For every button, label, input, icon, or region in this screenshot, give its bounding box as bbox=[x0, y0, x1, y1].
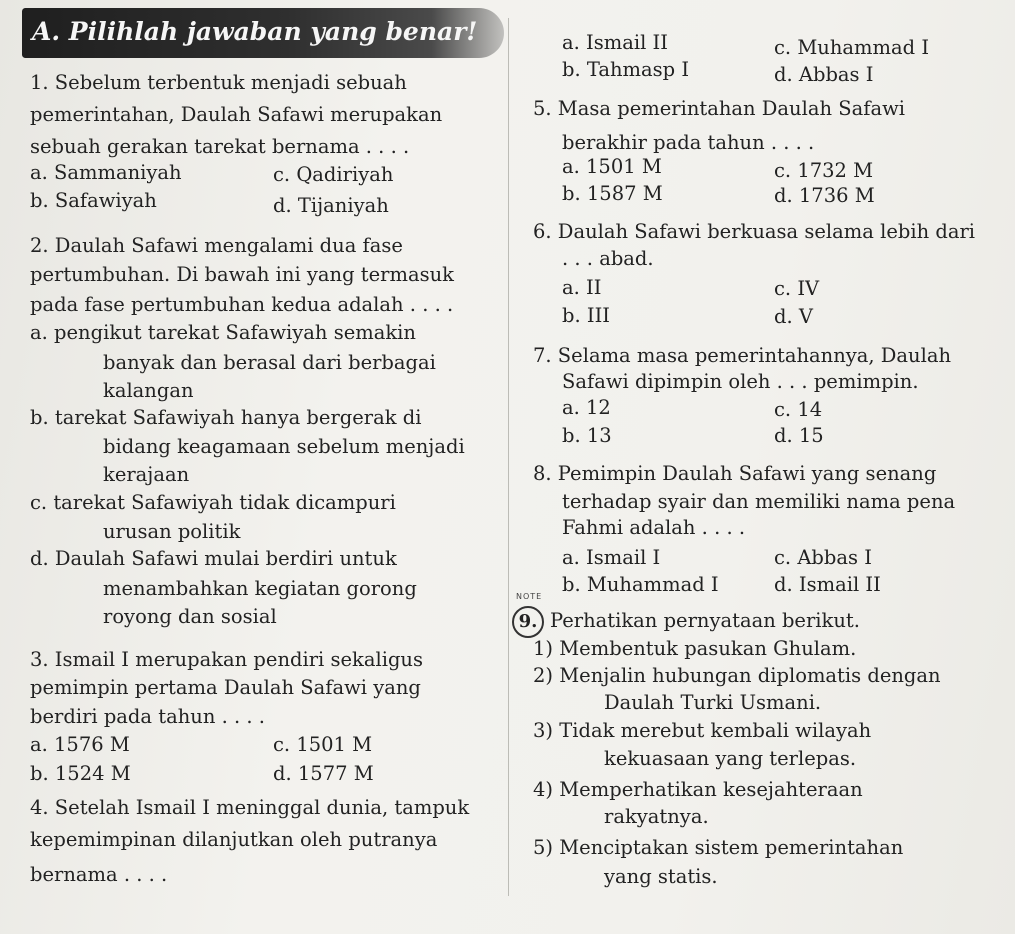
q3-option-a[interactable]: a. 1576 M bbox=[30, 733, 130, 756]
q9-number-circle: 9. bbox=[512, 606, 544, 638]
q7-line-2: Safawi dipimpin oleh . . . pemimpin. bbox=[562, 370, 919, 393]
q2-option-b-line-1[interactable]: b. tarekat Safawiyah hanya bergerak di bbox=[30, 406, 422, 429]
q9-statement-3-line-1: 3) Tidak merebut kembali wilayah bbox=[533, 719, 872, 742]
q5-option-c[interactable]: c. 1732 M bbox=[774, 159, 874, 182]
q7-line-1: 7. Selama masa pemerintahannya, Daulah bbox=[533, 344, 952, 367]
q4-line-3: bernama . . . . bbox=[30, 863, 168, 886]
q5-option-a[interactable]: a. 1501 M bbox=[562, 155, 662, 178]
note-label: NOTE bbox=[516, 592, 543, 601]
q6-option-b[interactable]: b. III bbox=[562, 304, 610, 327]
q5-line-1: 5. Masa pemerintahan Daulah Safawi bbox=[533, 97, 905, 120]
q8-option-c[interactable]: c. Abbas I bbox=[774, 546, 872, 569]
q9-statement-5-line-2: yang statis. bbox=[604, 865, 718, 888]
q9-statement-3-line-2: kekuasaan yang terlepas. bbox=[604, 747, 857, 770]
q4-line-1: 4. Setelah Ismail I meninggal dunia, tampuk bbox=[30, 796, 470, 819]
q9-statement-5-line-1: 5) Menciptakan sistem pemerintahan bbox=[533, 836, 904, 859]
q4-line-2: kepemimpinan dilanjutkan oleh putranya bbox=[30, 828, 438, 851]
q7-option-d[interactable]: d. 15 bbox=[774, 424, 824, 447]
q9-statement-4-line-1: 4) Memperhatikan kesejahteraan bbox=[533, 778, 863, 801]
q4-option-d[interactable]: d. Abbas I bbox=[774, 63, 874, 86]
q2-line-2: pertumbuhan. Di bawah ini yang termasuk bbox=[30, 263, 454, 286]
q5-line-2: berakhir pada tahun . . . . bbox=[562, 131, 815, 154]
q3-line-2: pemimpin pertama Daulah Safawi yang bbox=[30, 676, 421, 699]
q2-option-d-line-1[interactable]: d. Daulah Safawi mulai berdiri untuk bbox=[30, 547, 397, 570]
q5-option-b[interactable]: b. 1587 M bbox=[562, 182, 663, 205]
q6-line-2: . . . abad. bbox=[562, 247, 654, 270]
q1-option-d[interactable]: d. Tijaniyah bbox=[273, 194, 389, 217]
q7-option-a[interactable]: a. 12 bbox=[562, 396, 611, 419]
q1-option-a[interactable]: a. Sammaniyah bbox=[30, 161, 182, 184]
q2-line-3: pada fase pertumbuhan kedua adalah . . . . bbox=[30, 293, 454, 316]
q5-option-d[interactable]: d. 1736 M bbox=[774, 184, 875, 207]
q2-option-a-line-2: banyak dan berasal dari berbagai bbox=[103, 351, 436, 374]
q3-line-1: 3. Ismail I merupakan pendiri sekaligus bbox=[30, 648, 423, 671]
q2-option-d-line-2: menambahkan kegiatan gorong bbox=[103, 577, 417, 600]
q1-option-c[interactable]: c. Qadiriyah bbox=[273, 163, 394, 186]
q3-option-d[interactable]: d. 1577 M bbox=[273, 762, 374, 785]
q4-option-b[interactable]: b. Tahmasp I bbox=[562, 58, 690, 81]
q7-option-b[interactable]: b. 13 bbox=[562, 424, 612, 447]
section-title: A. Pilihlah jawaban yang benar! bbox=[32, 17, 478, 46]
q3-line-3: berdiri pada tahun . . . . bbox=[30, 705, 265, 728]
q2-option-b-line-3: kerajaan bbox=[103, 463, 190, 486]
q6-line-1: 6. Daulah Safawi berkuasa selama lebih dari bbox=[533, 220, 976, 243]
q2-option-a-line-1[interactable]: a. pengikut tarekat Safawiyah semakin bbox=[30, 321, 416, 344]
q2-line-1: 2. Daulah Safawi mengalami dua fase bbox=[30, 234, 403, 257]
q1-line-3: sebuah gerakan tarekat bernama . . . . bbox=[30, 135, 410, 158]
q2-option-d-line-3: royong dan sosial bbox=[103, 605, 277, 628]
q4-option-a[interactable]: a. Ismail II bbox=[562, 31, 668, 54]
q6-option-a[interactable]: a. II bbox=[562, 276, 602, 299]
q2-option-c-line-1[interactable]: c. tarekat Safawiyah tidak dicampuri bbox=[30, 491, 396, 514]
q9-statement-2-line-1: 2) Menjalin hubungan diplomatis dengan bbox=[533, 664, 941, 687]
q2-option-b-line-2: bidang keagamaan sebelum menjadi bbox=[103, 435, 465, 458]
q6-option-c[interactable]: c. IV bbox=[774, 277, 820, 300]
q8-option-b[interactable]: b. Muhammad I bbox=[562, 573, 719, 596]
q9-statement-4-line-2: rakyatnya. bbox=[604, 805, 709, 828]
q3-option-b[interactable]: b. 1524 M bbox=[30, 762, 131, 785]
q2-option-c-line-2: urusan politik bbox=[103, 520, 241, 543]
q7-option-c[interactable]: c. 14 bbox=[774, 398, 823, 421]
q1-option-b[interactable]: b. Safawiyah bbox=[30, 189, 157, 212]
q9-statement-1: 1) Membentuk pasukan Ghulam. bbox=[533, 637, 857, 660]
q8-line-1: 8. Pemimpin Daulah Safawi yang senang bbox=[533, 462, 937, 485]
q9-line-1: Perhatikan pernyataan berikut. bbox=[550, 609, 860, 632]
section-header bbox=[22, 8, 504, 58]
column-divider bbox=[508, 18, 509, 896]
q8-line-2: terhadap syair dan memiliki nama pena bbox=[562, 490, 956, 513]
q8-option-a[interactable]: a. Ismail I bbox=[562, 546, 661, 569]
q1-line-2: pemerintahan, Daulah Safawi merupakan bbox=[30, 103, 443, 126]
q8-line-3: Fahmi adalah . . . . bbox=[562, 516, 746, 539]
q9-statement-2-line-2: Daulah Turki Usmani. bbox=[604, 691, 822, 714]
q2-option-a-line-3: kalangan bbox=[103, 379, 194, 402]
q4-option-c[interactable]: c. Muhammad I bbox=[774, 36, 930, 59]
q6-option-d[interactable]: d. V bbox=[774, 305, 813, 328]
q1-line-1: 1. Sebelum terbentuk menjadi sebuah bbox=[30, 71, 407, 94]
q3-option-c[interactable]: c. 1501 M bbox=[273, 733, 373, 756]
q8-option-d[interactable]: d. Ismail II bbox=[774, 573, 881, 596]
